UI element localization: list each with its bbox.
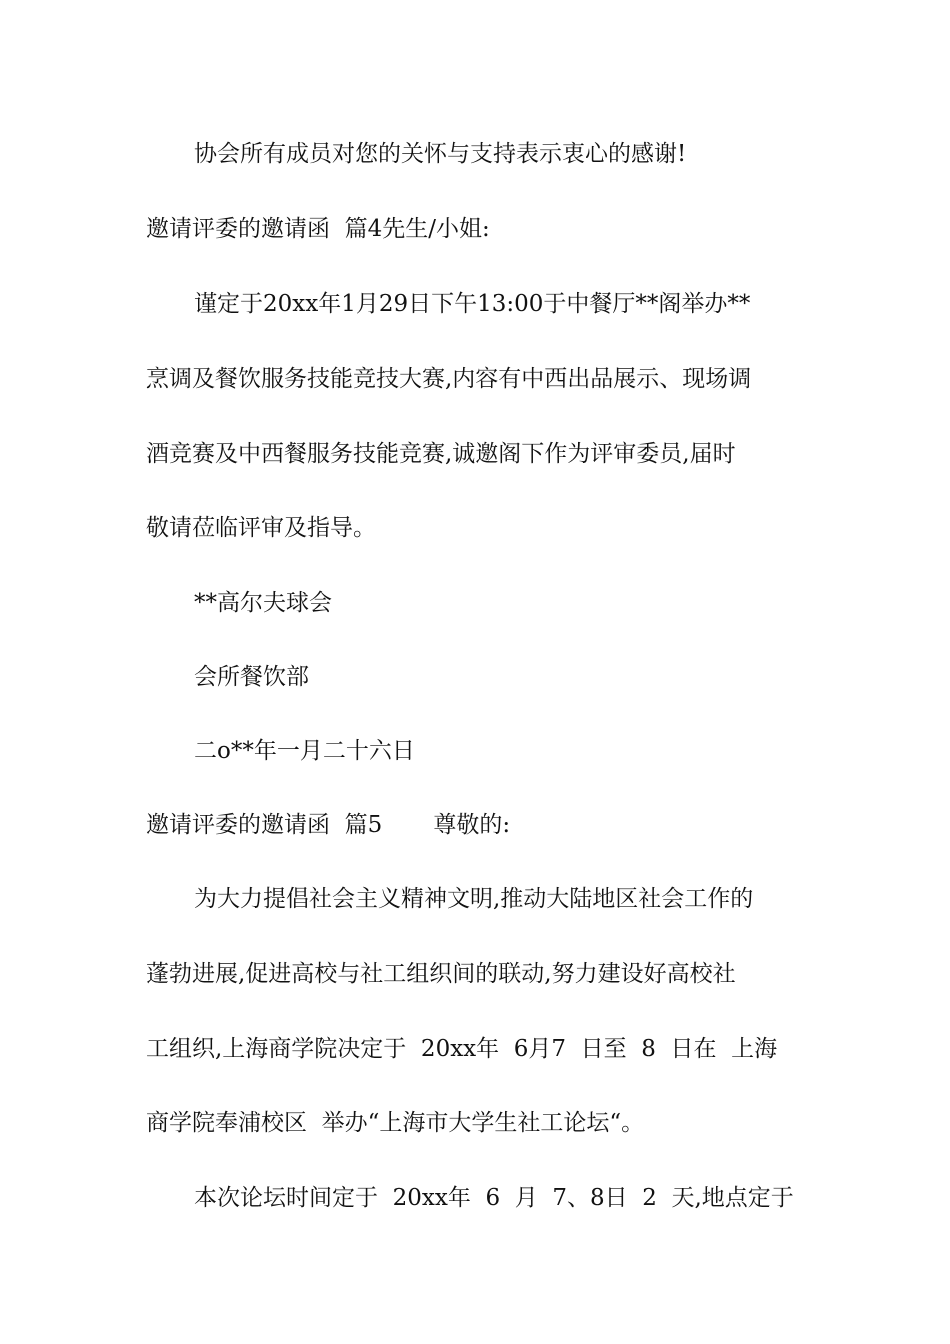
paragraph-line: 工组织,上海商学院决定于 20xx年 6月7 日至 8 日在 上海 — [146, 1036, 778, 1062]
paragraph-line: 烹调及餐饮服务技能竞技大赛,内容有中西出品展示、现场调 — [146, 366, 752, 392]
section-4-heading: 邀请评委的邀请函 篇4先生/小姐: — [146, 216, 490, 242]
signature-date: 二o**年一月二十六日 — [194, 738, 415, 764]
paragraph-line: 本次论坛时间定于 20xx年 6 月 7、8日 2 天,地点定于 — [194, 1185, 794, 1211]
paragraph-line: 酒竞赛及中西餐服务技能竞赛,诚邀阁下作为评审委员,届时 — [146, 441, 736, 467]
paragraph-line: 蓬勃进展,促进高校与社工组织间的联动,努力建设好高校社 — [146, 961, 736, 987]
paragraph-line: 敬请莅临评审及指导。 — [146, 515, 376, 541]
paragraph-line: 商学院奉浦校区 举办“上海市大学生社工论坛“。 — [146, 1110, 645, 1136]
signature-department: 会所餐饮部 — [194, 664, 309, 690]
paragraph-line: 为大力提倡社会主义精神文明,推动大陆地区社会工作的 — [194, 886, 754, 912]
section-5-heading: 邀请评委的邀请函 篇5 尊敬的: — [146, 812, 511, 838]
signature-organization: **高尔夫球会 — [194, 590, 332, 616]
paragraph-line: 谨定于20xx年1月29日下午13:00于中餐厅**阁举办** — [194, 291, 751, 317]
closing-thanks-line: 协会所有成员对您的关怀与支持表示衷心的感谢! — [194, 141, 687, 167]
